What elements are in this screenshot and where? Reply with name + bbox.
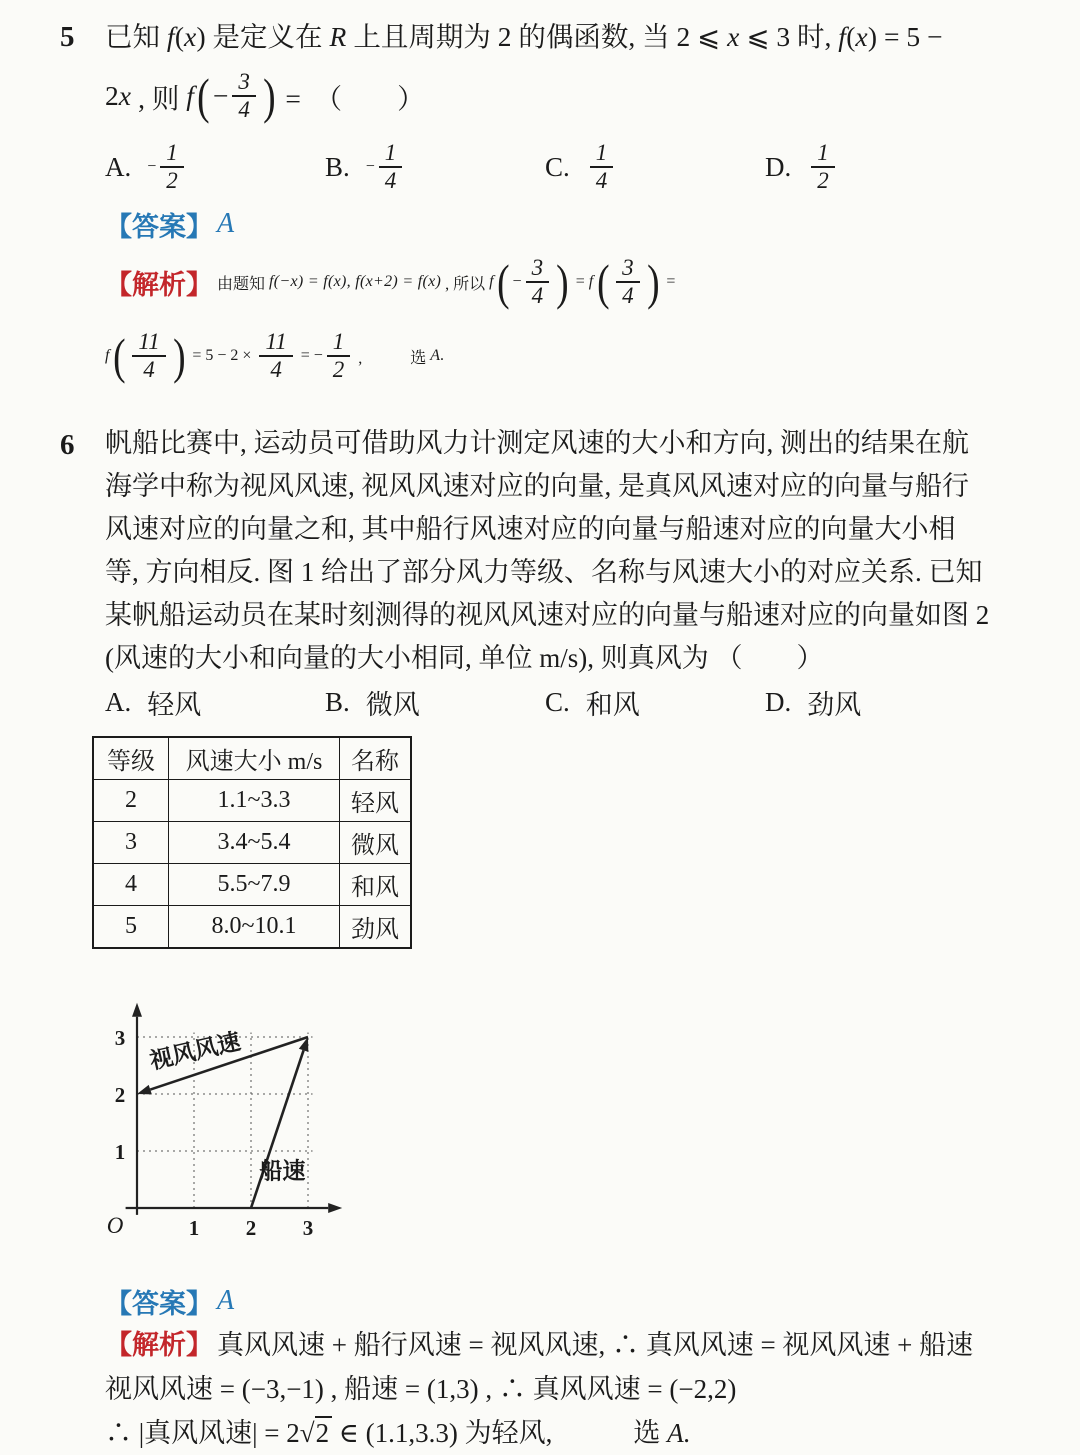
table-row <box>93 780 411 822</box>
q5-options <box>105 132 1080 202</box>
svg-text:O: O <box>106 1213 124 1238</box>
table-cell: 5 <box>93 906 169 949</box>
option <box>545 132 765 202</box>
table-cell: 2 <box>93 780 169 822</box>
stem-line: 某帆船运动员在某时刻测得的视风风速对应的向量与船速对应的向量如图 2 <box>105 600 990 630</box>
stem-line: 风速对应的向量之和, 其中船行风速对应的向量与船速对应的向量大小相 <box>105 514 956 544</box>
question-5-number: 5 <box>60 21 75 53</box>
svg-text:2: 2 <box>114 1083 126 1107</box>
table-cell: 和风 <box>340 864 412 906</box>
analysis-label: 【解析】 <box>105 269 213 300</box>
option-label: B. <box>325 686 350 717</box>
table-cell: 3 <box>93 822 169 864</box>
answer-value: A <box>217 208 235 239</box>
table-cell: 3.4~5.4 <box>169 822 340 864</box>
option <box>105 680 325 724</box>
wind-scale-table <box>92 736 412 949</box>
table-cell: 8.0~10.1 <box>169 906 340 949</box>
option-label: C. <box>545 151 570 182</box>
svg-text:3: 3 <box>114 1026 126 1050</box>
analysis-label: 【解析】 <box>105 1330 213 1360</box>
svg-text:1: 1 <box>114 1140 126 1164</box>
option <box>765 680 985 724</box>
q6-analysis-line-2: 视风风速 = (−3,−1) , 船速 = (1,3) , ∴ 真风风速 = (−2,2) <box>105 1374 737 1404</box>
table-cell: 微风 <box>340 822 412 864</box>
svg-text:船速: 船速 <box>259 1158 306 1184</box>
option-value: 劲风 <box>807 689 862 720</box>
q5-analysis-tokens-1: 由题知 f(−x) = f(x), f(x+2) = f(x) , 所以 f ( − $\frac{3}{4}$ ) = f ( $\frac{3}{4}$ ) = <box>217 254 676 310</box>
answer-label: 【答案】 <box>105 1288 213 1319</box>
question-5 <box>0 14 1080 394</box>
stem-line: 帆船比赛中, 运动员可借助风力计测定风速的大小和方向, 测出的结果在航 <box>105 428 969 458</box>
option-value: 轻风 <box>147 689 202 720</box>
svg-text:1: 1 <box>188 1216 200 1240</box>
table-header: 风速大小 m/s <box>169 737 340 780</box>
option <box>545 680 765 724</box>
option <box>325 132 545 202</box>
q6-analysis-tokens-1: 真风风速 + 船行风速 = 视风风速, ∴ 真风风速 = 视风风速 + 船速 <box>217 1330 974 1360</box>
q6-analysis-line-1 <box>105 1323 1080 1367</box>
table-cell: 1.1~3.3 <box>169 780 340 822</box>
q5-analysis-line-1 <box>105 246 1080 318</box>
q5-answer <box>105 202 1080 246</box>
answer-label: 【答案】 <box>105 211 213 242</box>
option-label: D. <box>765 151 792 182</box>
option <box>765 132 985 202</box>
table-row <box>93 822 411 864</box>
table-row <box>93 906 411 949</box>
option <box>325 680 545 724</box>
table-cell: 劲风 <box>340 906 412 949</box>
table-header: 名称 <box>340 737 412 780</box>
answer-value: A <box>217 1285 235 1316</box>
option <box>105 132 325 202</box>
option-label: A. <box>105 151 132 182</box>
q6-analysis-line-3: ∴ |真风风速| = 2 √2 ∈ (1.1,3.3) 为轻风, 选 A. <box>105 1418 691 1448</box>
q5-analysis-line-2: f ( $\frac{11}{4}$ ) = 5 − 2 × $\frac{11}{4}$ = − $\frac{1}{2}$ , 选 A. <box>105 328 445 384</box>
question-6-number: 6 <box>60 429 75 461</box>
option-value: − $\frac{1}{4}$ <box>366 140 407 194</box>
svg-text:视风风速: 视风风速 <box>147 1028 243 1074</box>
vector-diagram-svg <box>93 965 403 1245</box>
option-label: C. <box>545 686 570 717</box>
option-label: D. <box>765 686 792 717</box>
option-label: A. <box>105 686 132 717</box>
svg-text:3: 3 <box>302 1216 314 1240</box>
option-value: $\frac{1}{2}$ <box>807 140 839 194</box>
q6-options <box>105 680 1080 724</box>
stem-line: (风速的大小和向量的大小相同, 单位 m/s), 则真风为 （ ） <box>105 643 824 673</box>
table-header: 等级 <box>93 737 169 780</box>
q5-stem-line-1: 已知 f(x) 是定义在 R 上且周期为 2 的偶函数, 当 2 ⩽ x ⩽ 3 时, f(x) = 5 − <box>105 21 943 52</box>
table-cell: 4 <box>93 864 169 906</box>
table-cell: 轻风 <box>340 780 412 822</box>
option-value: − $\frac{1}{2}$ <box>147 140 188 194</box>
table-cell: 5.5~7.9 <box>169 864 340 906</box>
q6-stem <box>105 422 1080 680</box>
option-value: 微风 <box>365 689 420 720</box>
svg-text:2: 2 <box>245 1216 257 1240</box>
stem-line: 海学中称为视风风速, 视风风速对应的向量, 是真风风速对应的向量与船行 <box>105 471 969 501</box>
q6-answer <box>105 1279 1080 1323</box>
option-value: 和风 <box>585 689 640 720</box>
vector-figure <box>93 965 403 1245</box>
question-6 <box>0 422 1080 1455</box>
stem-line: 等, 方向相反. 图 1 给出了部分风力等级、名称与风速大小的对应关系. 已知 <box>105 557 983 587</box>
option-value: $\frac{1}{4}$ <box>586 140 618 194</box>
table-row <box>93 864 411 906</box>
option-label: B. <box>325 151 350 182</box>
q5-stem-line-2: 2 x , 则 f ( − $\frac{3}{4}$ ) = （ ） <box>105 68 425 124</box>
